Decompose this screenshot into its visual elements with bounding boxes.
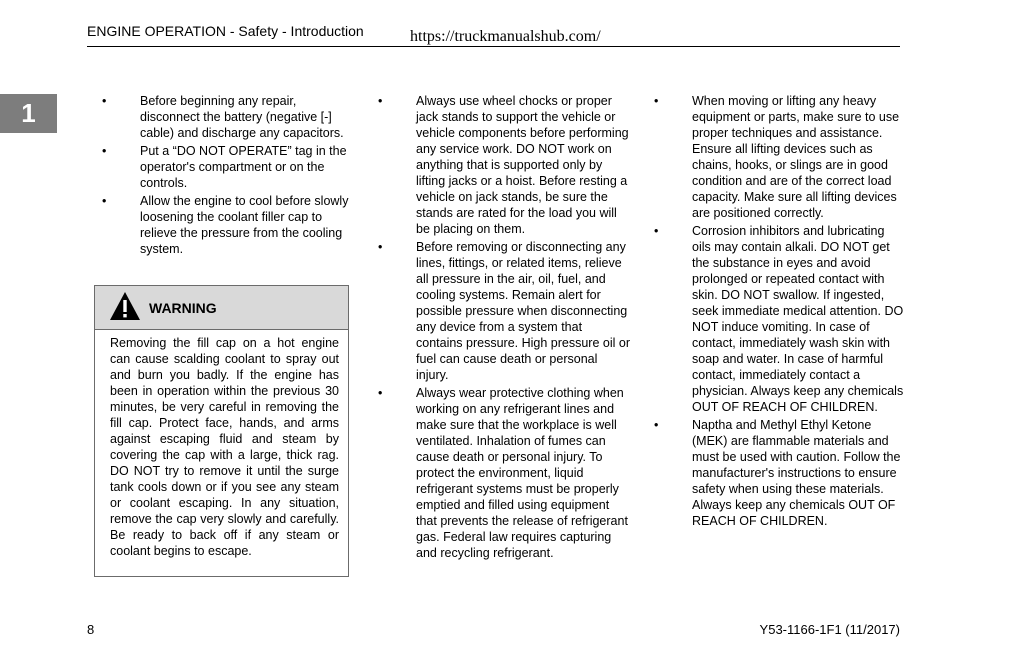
list-item: • Put a “DO NOT OPERATE” tag in the operator's compartment or on the controls. — [102, 144, 347, 190]
bullet-icon: • — [378, 386, 383, 400]
header-divider — [87, 46, 900, 47]
bullet-icon: • — [654, 224, 659, 238]
bullet-list — [378, 93, 630, 561]
bullet-icon: • — [102, 144, 107, 158]
bullet-list — [654, 93, 906, 529]
bullet-list — [102, 93, 352, 257]
warning-label: WARNING — [149, 300, 217, 316]
warning-text: Removing the fill cap on a hot engine can cause scalding coolant to spray out and burn you badly. If the engine has been in operation within the previous 30 minutes, be very careful in removing the fill cap. Protect face, hands, and arms against escaping fluid and steam by covering the cap with a large, thick rag. DO NOT try to remove it until the surge tank cools down or if you see any steam or coolant escaping. In any situation, remove the cap very slowly and carefully. Be ready to back off if any steam or coolant begins to escape. — [110, 336, 339, 558]
bullet-icon: • — [102, 194, 107, 208]
list-item: • Naptha and Methyl Ethyl Ketone (MEK) are flammable materials and must be used with caution. Follow the manufacturer's instructions to ensure safety when using these materials. Always keep any chemicals OUT OF REACH OF CHILDREN. — [654, 418, 901, 528]
list-item: • Before removing or disconnecting any lines, fittings, or related items, relieve all pressure in the air, oil, fuel, and cooling systems. Remain alert for possible pressure when disconnecting any device from a system that contains pressure. High pressure oil or fuel can cause death or personal injury. — [378, 240, 630, 382]
column-2 — [378, 93, 630, 563]
warning-box — [94, 285, 349, 577]
bullet-icon: • — [378, 94, 383, 108]
column-1 — [102, 93, 352, 259]
bullet-icon: • — [654, 94, 659, 108]
document-id: Y53-1166-1F1 (11/2017) — [759, 622, 900, 637]
list-item: • Allow the engine to cool before slowly loosening the coolant filler cap to relieve the pressure from the cooling system. — [102, 194, 349, 256]
page-number: 8 — [87, 622, 95, 637]
list-item: • When moving or lifting any heavy equipment or parts, make sure to use proper techniques and assistance. Ensure all lifting devices such as chains, hooks, or slings are in good condition and are of the correct load capacity. Make sure all lifting devices are positioned correctly. — [654, 94, 900, 220]
source-url: https://truckmanualshub.com/ — [410, 28, 601, 45]
column-3 — [654, 93, 906, 531]
page-header-title: ENGINE OPERATION - Safety - Introduction — [87, 23, 364, 39]
bullet-icon: • — [102, 94, 107, 108]
warning-triangle-icon — [109, 291, 141, 321]
list-item: • Before beginning any repair, disconnect the battery (negative [-] cable) and discharge any capacitors. — [102, 94, 344, 140]
warning-header — [95, 286, 348, 330]
chapter-tab: 1 — [0, 94, 57, 133]
bullet-icon: • — [654, 418, 659, 432]
list-item: • Corrosion inhibitors and lubricating oils may contain alkali. DO NOT get the substance in eyes and avoid prolonged or repeated contact with skin. DO NOT swallow. If ingested, seek immediate medical attention. DO NOT induce vomiting. In case of contact, immediately wash skin with soap and water. In case of harmful contact, immediately contact a physician. Always keep any chemicals OUT OF REACH OF CHILDREN. — [654, 224, 904, 414]
list-item: • Always use wheel chocks or proper jack stands to support the vehicle or vehicle components before performing any service work. DO NOT work on anything that is supported only by lifting jacks or a hoist. Before resting a vehicle on jack stands, be sure the stands are rated for the load you will be placing on them. — [378, 94, 629, 236]
bullet-icon: • — [378, 240, 383, 254]
list-item: • Always wear protective clothing when working on any refrigerant lines and make sure that the workplace is well ventilated. Inhalation of fumes can cause death or personal injury. To protect the environment, liquid refrigerant systems must be properly emptied and filled using equipment that prevents the release of refrigerant gas. Federal law requires capturing and recycling refrigerant. — [378, 386, 628, 560]
